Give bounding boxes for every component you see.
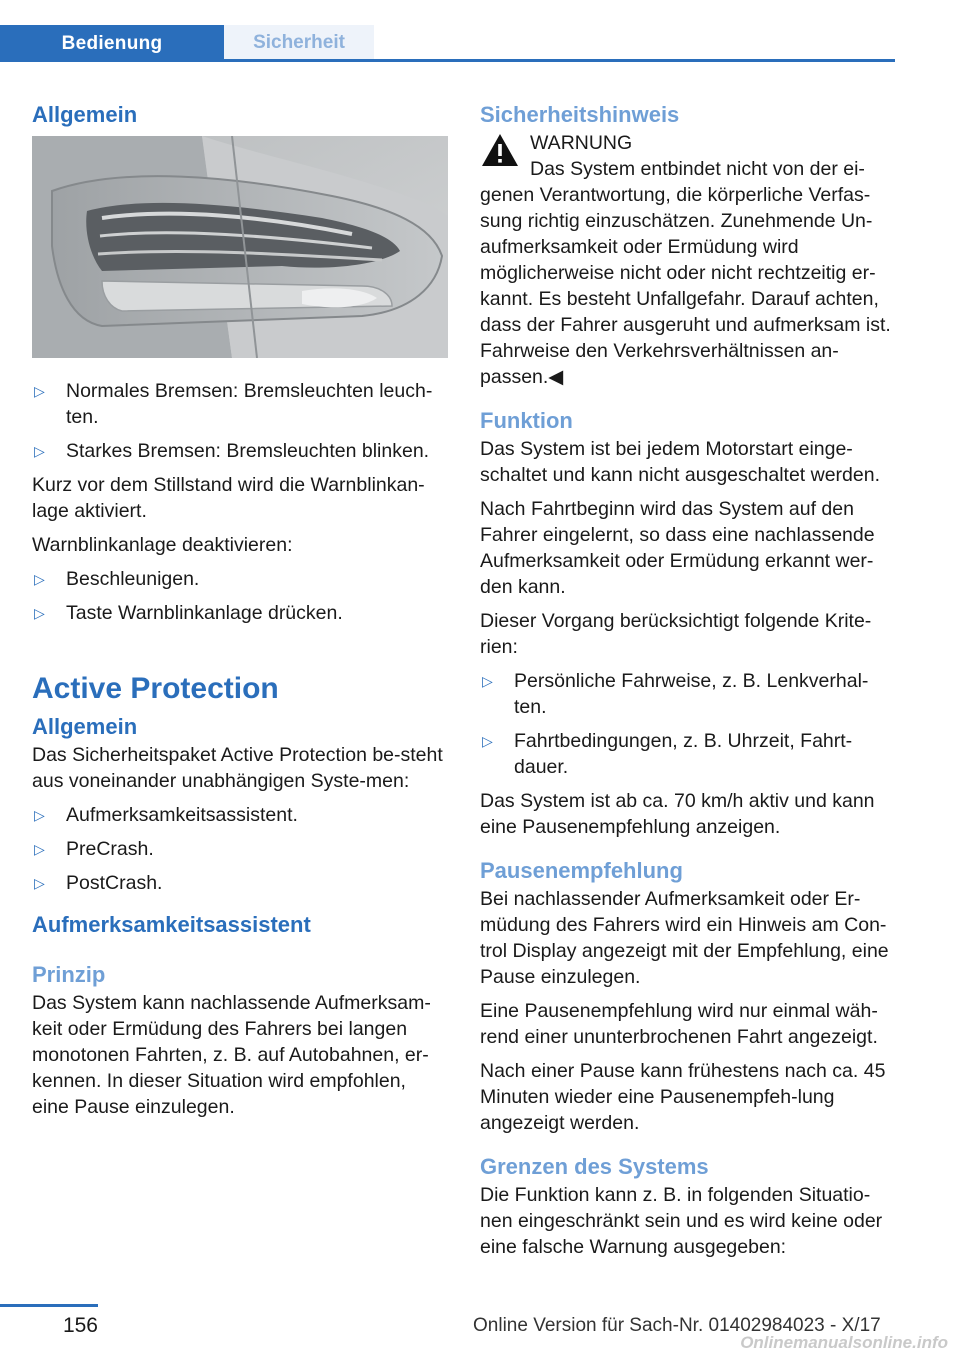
heading-allgemein: Allgemein — [32, 102, 138, 127]
triangle-bullet-icon: ▷ — [34, 807, 45, 823]
heading-prinzip: Prinzip — [32, 962, 106, 987]
heading-pausenempfehlung: Pausenempfehlung — [480, 858, 683, 883]
section-tabs — [0, 25, 895, 62]
paragraph: Die Funktion kann z. B. in folgenden Situatio-nen eingeschränkt sein und es wird keine oder eine falsche Warnung ausgegeben: — [480, 1184, 883, 1258]
list-item: ▷ Fahrtbedingungen, z. B. Uhrzeit, Fahrt-dauer. — [482, 730, 853, 778]
list-item: ▷ Aufmerksamkeitsassistent. — [34, 804, 298, 826]
triangle-bullet-icon: ▷ — [34, 383, 45, 399]
warning-block — [480, 130, 896, 390]
paragraph: Kurz vor dem Stillstand wird die Warnblinkan-lage aktiviert. — [32, 474, 425, 522]
paragraph: Nach Fahrtbeginn wird das System auf den Fahrer eingelernt, so dass eine nachlassende Aufmerksamkeit oder Ermüdung erkannt wer-den kann. — [480, 498, 875, 598]
triangle-bullet-icon: ▷ — [34, 875, 45, 891]
warning-title: WARNUNG — [530, 132, 633, 154]
triangle-bullet-icon: ▷ — [482, 673, 493, 689]
triangle-bullet-icon: ▷ — [34, 605, 45, 621]
list-item: ▷ Persönliche Fahrweise, z. B. Lenkverhal-ten. — [482, 670, 869, 718]
heading-grenzen: Grenzen des Systems — [480, 1154, 709, 1179]
right-column — [480, 100, 896, 1268]
tab-sicherheit[interactable]: Sicherheit — [224, 25, 374, 59]
paragraph: Warnblinkanlage deaktivieren: — [32, 534, 293, 556]
list-item: ▷ Normales Bremsen: Bremsleuchten leuch-ten. — [34, 380, 433, 428]
list-item: ▷ Starkes Bremsen: Bremsleuchten blinken. — [34, 440, 430, 462]
paragraph: Das System ist ab ca. 70 km/h aktiv und kann eine Pausenempfehlung anzeigen. — [480, 790, 875, 838]
warning-text: Das System entbindet nicht von der ei-genen Verantwortung, die körperliche Verfas-sung richtig einzuschätzen. Zunehmende Un-aufmerksamkeit oder Ermüdung wird möglicherweise nicht oder nicht rechtzeitig er-kannt. Es besteht Unfallgefahr. Darauf achten, dass der Fahrer ausgeruht und aufmerksam ist. Fahrweise den Verkehrsverhältnissen an-passen.◀ — [480, 158, 891, 388]
tab-bedienung[interactable]: Bedienung — [0, 25, 224, 62]
list-item: ▷ Beschleunigen. — [34, 568, 200, 590]
triangle-bullet-icon: ▷ — [482, 733, 493, 749]
paragraph: Dieser Vorgang berücksichtigt folgende Krite-rien: — [480, 610, 872, 658]
left-column — [32, 100, 448, 1128]
brake-light-illustration — [32, 136, 448, 358]
list-item: ▷ PreCrash. — [34, 838, 154, 860]
page-number-bar — [0, 1304, 98, 1307]
list-item: ▷ PostCrash. — [34, 872, 163, 894]
heading-aufmerksamkeitsassistent: Aufmerksamkeitsassistent — [32, 912, 311, 937]
warning-triangle-icon — [480, 132, 520, 168]
triangle-bullet-icon: ▷ — [34, 443, 45, 459]
heading-allgemein-2: Allgemein — [32, 714, 138, 739]
paragraph: Nach einer Pause kann frühestens nach ca. 45 Minuten wieder eine Pausenempfeh-lung angezeigt werden. — [480, 1060, 886, 1134]
system-list — [32, 802, 448, 896]
paragraph: Das System ist bei jedem Motorstart einge-schaltet und kann nicht ausgeschaltet werden. — [480, 438, 881, 486]
brake-list — [32, 378, 448, 464]
paragraph: Eine Pausenempfehlung wird nur einmal wäh-rend einer ununterbrochenen Fahrt angezeigt. — [480, 1000, 878, 1048]
triangle-bullet-icon: ▷ — [34, 571, 45, 587]
deactivate-list — [32, 566, 448, 626]
paragraph: Das Sicherheitspaket Active Protection be-steht aus voneinander unabhängigen Syste-men: — [32, 744, 443, 792]
tab-underline — [0, 59, 895, 62]
page-number: 156 — [62, 1314, 98, 1337]
triangle-bullet-icon: ▷ — [34, 841, 45, 857]
list-item: ▷ Taste Warnblinkanlage drücken. — [34, 602, 343, 624]
paragraph: Das System kann nachlassende Aufmerksam-keit oder Ermüdung des Fahrers bei langen monotonen Fahrten, z. B. auf Autobahnen, er-kennen. In dieser Situation wird empfohlen, eine Pause einzulegen. — [32, 992, 431, 1118]
paragraph: Bei nachlassender Aufmerksamkeit oder Er-müdung des Fahrers wird ein Hinweis am Con-trol Display angezeigt mit der Empfehlung, eine Pause einzulegen. — [480, 888, 889, 988]
footer-online-version: Online Version für Sach-Nr. 01402984023 - X/17 — [473, 1315, 881, 1336]
watermark: Onlinemanualsonline.info — [740, 1333, 948, 1352]
criteria-list — [480, 668, 896, 780]
heading-funktion: Funktion — [480, 408, 573, 433]
heading-sicherheitshinweis: Sicherheitshinweis — [480, 102, 680, 127]
heading-active-protection: Active Protection — [32, 672, 279, 705]
